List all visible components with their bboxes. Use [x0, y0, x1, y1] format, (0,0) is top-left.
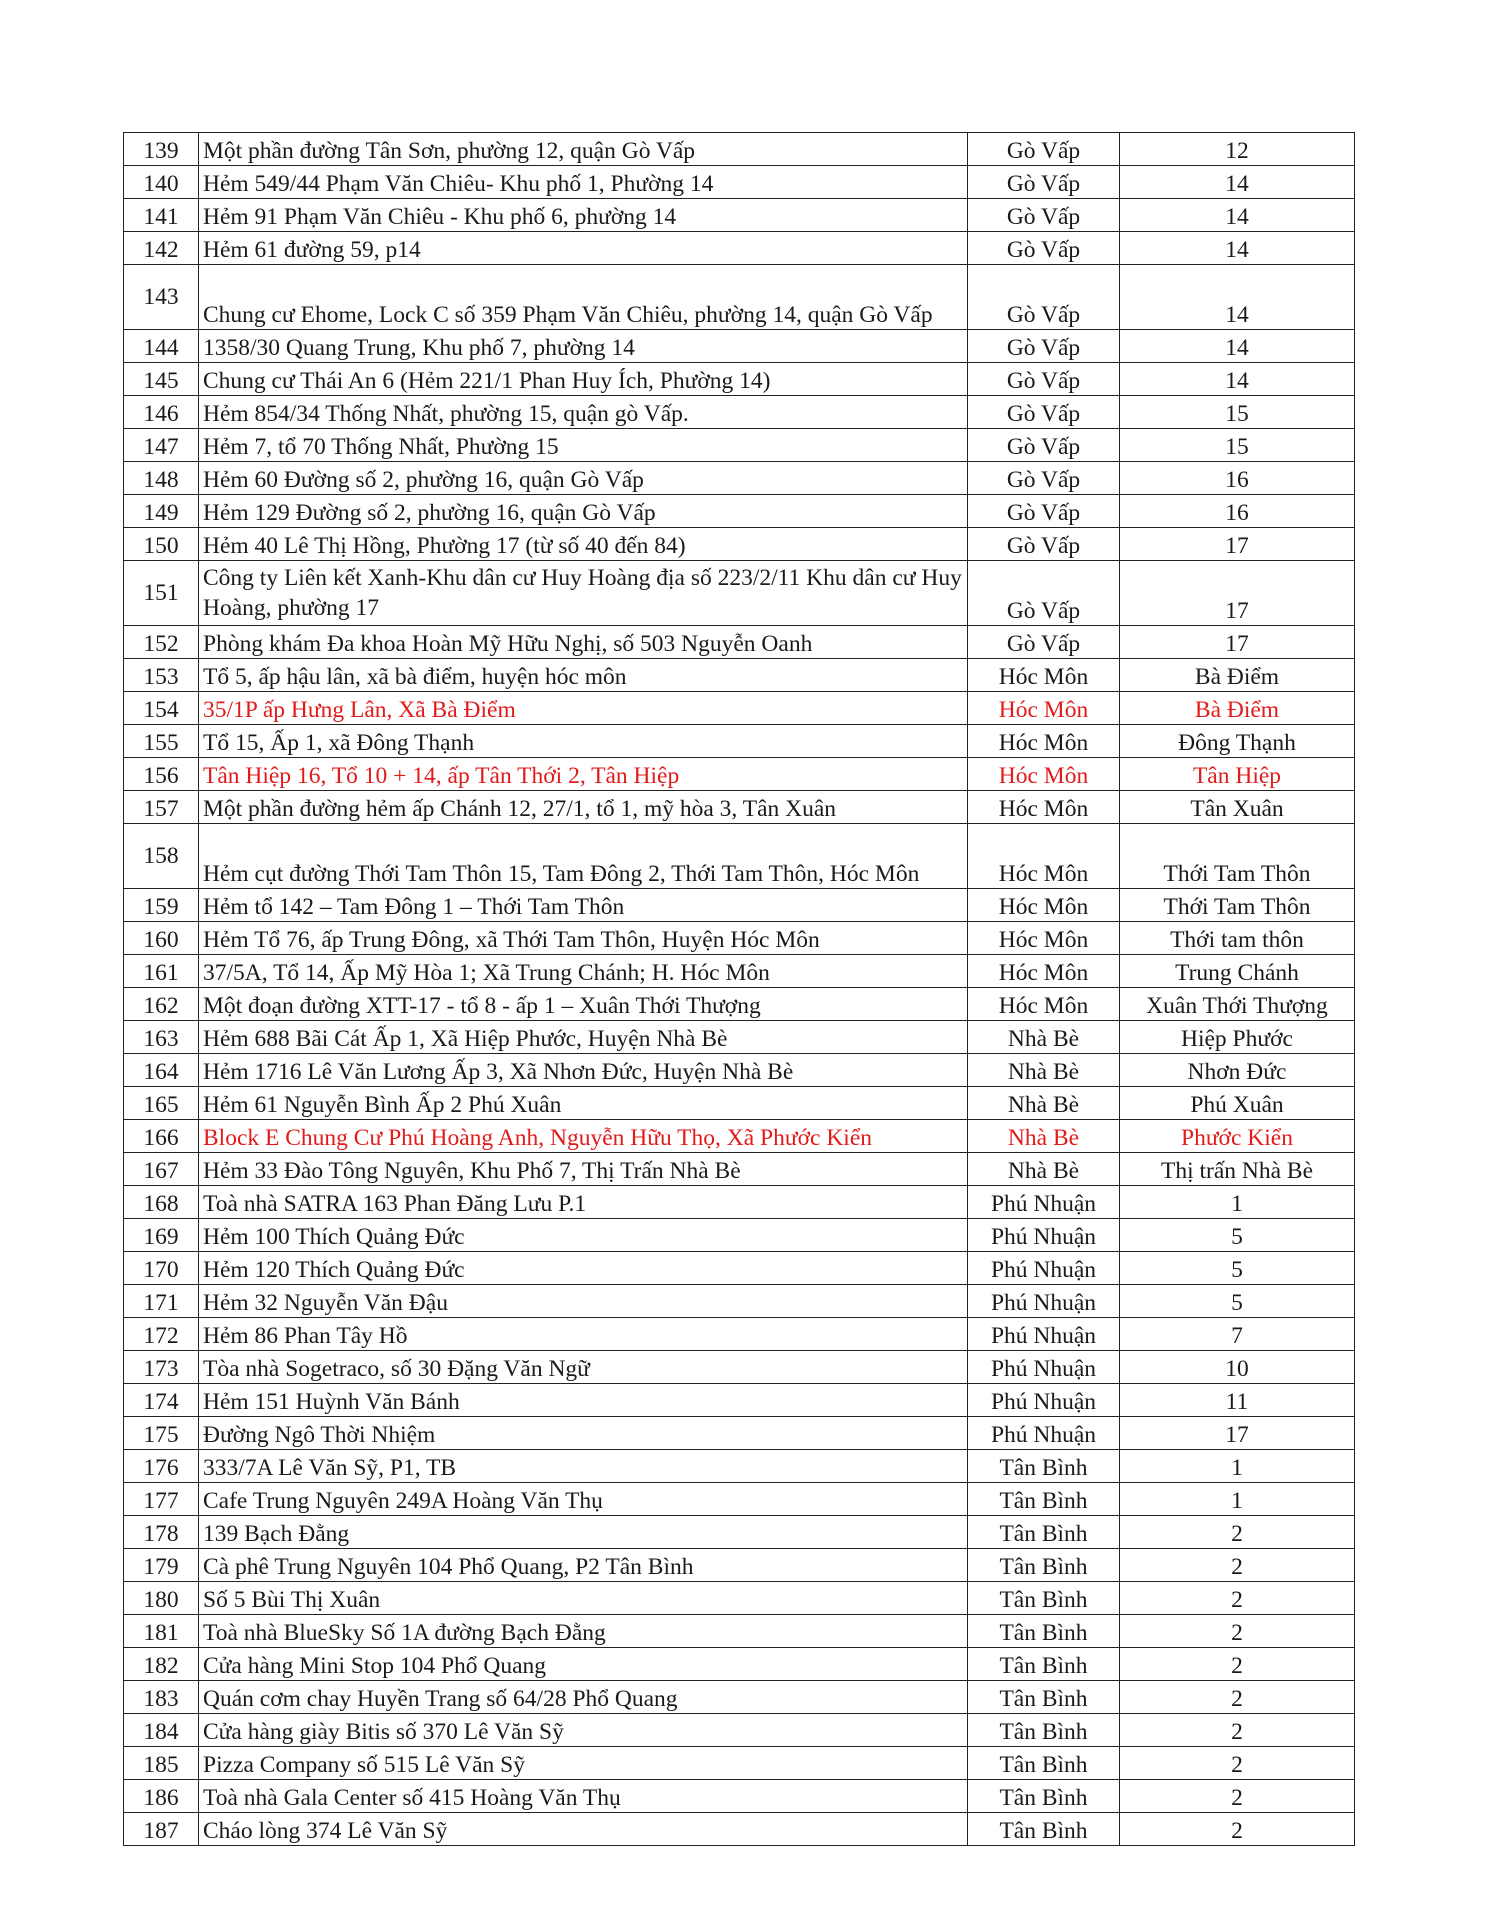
table-row: [124, 1450, 1355, 1483]
ward-cell: 1: [1120, 1186, 1355, 1219]
table-row: [124, 528, 1355, 561]
address-cell: Hẻm 40 Lê Thị Hồng, Phường 17 (từ số 40 đến 84): [199, 528, 968, 561]
ward-cell: 2: [1120, 1582, 1355, 1615]
district-cell: Gò Vấp: [968, 626, 1120, 659]
table-row: [124, 725, 1355, 758]
district-cell: Nhà Bè: [968, 1120, 1120, 1153]
table-row: [124, 1285, 1355, 1318]
district-cell: Tân Bình: [968, 1648, 1120, 1681]
row-number-cell: 150: [124, 528, 199, 561]
ward-cell: 12: [1120, 133, 1355, 166]
address-cell: Hẻm 91 Phạm Văn Chiêu - Khu phố 6, phường 14: [199, 199, 968, 232]
table-row: [124, 922, 1355, 955]
table-row: [124, 462, 1355, 495]
ward-cell: Bà Điểm: [1120, 692, 1355, 725]
row-number-cell: 148: [124, 462, 199, 495]
row-number-cell: 160: [124, 922, 199, 955]
ward-cell: 14: [1120, 232, 1355, 265]
address-cell: 139 Bạch Đằng: [199, 1516, 968, 1549]
address-cell: Hẻm 7, tổ 70 Thống Nhất, Phường 15: [199, 429, 968, 462]
table-row: [124, 758, 1355, 791]
table-row: [124, 330, 1355, 363]
row-number-cell: 153: [124, 659, 199, 692]
row-number-cell: 169: [124, 1219, 199, 1252]
ward-cell: 5: [1120, 1252, 1355, 1285]
row-number-cell: 158: [124, 824, 199, 889]
address-cell: 333/7A Lê Văn Sỹ, P1, TB: [199, 1450, 968, 1483]
row-number-cell: 154: [124, 692, 199, 725]
district-cell: Phú Nhuận: [968, 1219, 1120, 1252]
address-cell: Hẻm 688 Bãi Cát Ấp 1, Xã Hiệp Phước, Huyện Nhà Bè: [199, 1021, 968, 1054]
address-cell: Toà nhà BlueSky Số 1A đường Bạch Đằng: [199, 1615, 968, 1648]
table-row: [124, 659, 1355, 692]
table-row: [124, 1747, 1355, 1780]
table-row: [124, 1483, 1355, 1516]
ward-cell: Đông Thạnh: [1120, 725, 1355, 758]
address-cell: Đường Ngô Thời Nhiệm: [199, 1417, 968, 1450]
ward-cell: 14: [1120, 363, 1355, 396]
table-row: [124, 1780, 1355, 1813]
row-number-cell: 162: [124, 988, 199, 1021]
ward-cell: 17: [1120, 561, 1355, 626]
district-cell: Gò Vấp: [968, 561, 1120, 626]
address-cell: Hẻm 86 Phan Tây Hồ: [199, 1318, 968, 1351]
table-row: [124, 1681, 1355, 1714]
address-cell: Tổ 15, Ấp 1, xã Đông Thạnh: [199, 725, 968, 758]
district-cell: Gò Vấp: [968, 199, 1120, 232]
ward-cell: Tân Xuân: [1120, 791, 1355, 824]
ward-cell: Thới Tam Thôn: [1120, 889, 1355, 922]
table-row: [124, 495, 1355, 528]
ward-cell: Phước Kiển: [1120, 1120, 1355, 1153]
district-cell: Hóc Môn: [968, 659, 1120, 692]
ward-cell: 2: [1120, 1549, 1355, 1582]
row-number-cell: 166: [124, 1120, 199, 1153]
row-number-cell: 143: [124, 265, 199, 330]
row-number-cell: 141: [124, 199, 199, 232]
district-cell: Tân Bình: [968, 1747, 1120, 1780]
address-cell: Hẻm 32 Nguyễn Văn Đậu: [199, 1285, 968, 1318]
ward-cell: Trung Chánh: [1120, 955, 1355, 988]
row-number-cell: 156: [124, 758, 199, 791]
row-number-cell: 152: [124, 626, 199, 659]
table-row: [124, 1516, 1355, 1549]
ward-cell: Phú Xuân: [1120, 1087, 1355, 1120]
address-cell: Hẻm 60 Đường số 2, phường 16, quận Gò Vấp: [199, 462, 968, 495]
row-number-cell: 185: [124, 1747, 199, 1780]
district-cell: Hóc Môn: [968, 824, 1120, 889]
ward-cell: 14: [1120, 166, 1355, 199]
address-cell: Cháo lòng 374 Lê Văn Sỹ: [199, 1813, 968, 1846]
ward-cell: Thới tam thôn: [1120, 922, 1355, 955]
table-row: [124, 1549, 1355, 1582]
address-table: [123, 132, 1355, 1846]
address-cell: 37/5A, Tổ 14, Ấp Mỹ Hòa 1; Xã Trung Chánh; H. Hóc Môn: [199, 955, 968, 988]
district-cell: Tân Bình: [968, 1549, 1120, 1582]
row-number-cell: 170: [124, 1252, 199, 1285]
row-number-cell: 145: [124, 363, 199, 396]
address-cell: Chung cư Ehome, Lock C số 359 Phạm Văn Chiêu, phường 14, quận Gò Vấp: [199, 265, 968, 330]
ward-cell: Nhơn Đức: [1120, 1054, 1355, 1087]
table-row: [124, 1648, 1355, 1681]
ward-cell: 5: [1120, 1219, 1355, 1252]
ward-cell: 15: [1120, 429, 1355, 462]
ward-cell: 2: [1120, 1516, 1355, 1549]
district-cell: Gò Vấp: [968, 232, 1120, 265]
ward-cell: 1: [1120, 1450, 1355, 1483]
ward-cell: 2: [1120, 1615, 1355, 1648]
table-row: [124, 199, 1355, 232]
ward-cell: 17: [1120, 626, 1355, 659]
row-number-cell: 147: [124, 429, 199, 462]
ward-cell: 2: [1120, 1681, 1355, 1714]
address-cell: Hẻm 61 Nguyễn Bình Ấp 2 Phú Xuân: [199, 1087, 968, 1120]
table-row: [124, 429, 1355, 462]
district-cell: Hóc Môn: [968, 791, 1120, 824]
row-number-cell: 172: [124, 1318, 199, 1351]
address-cell: Hẻm 549/44 Phạm Văn Chiêu- Khu phố 1, Phường 14: [199, 166, 968, 199]
row-number-cell: 187: [124, 1813, 199, 1846]
district-cell: Hóc Môn: [968, 758, 1120, 791]
row-number-cell: 181: [124, 1615, 199, 1648]
district-cell: Phú Nhuận: [968, 1252, 1120, 1285]
district-cell: Hóc Môn: [968, 988, 1120, 1021]
table-row: [124, 626, 1355, 659]
row-number-cell: 168: [124, 1186, 199, 1219]
table-row: [124, 889, 1355, 922]
address-cell: Công ty Liên kết Xanh-Khu dân cư Huy Hoàng địa số 223/2/11 Khu dân cư Huy Hoàng, phường 17: [199, 561, 968, 626]
table-row: [124, 692, 1355, 725]
address-cell: Chung cư Thái An 6 (Hẻm 221/1 Phan Huy Ích, Phường 14): [199, 363, 968, 396]
table-row: [124, 791, 1355, 824]
address-cell: 35/1P ấp Hưng Lân, Xã Bà Điểm: [199, 692, 968, 725]
ward-cell: Tân Hiệp: [1120, 758, 1355, 791]
district-cell: Tân Bình: [968, 1516, 1120, 1549]
row-number-cell: 167: [124, 1153, 199, 1186]
table-row: [124, 133, 1355, 166]
address-cell: Hẻm 151 Huỳnh Văn Bánh: [199, 1384, 968, 1417]
table-row: [124, 363, 1355, 396]
district-cell: Phú Nhuận: [968, 1318, 1120, 1351]
address-cell: Hẻm 33 Đào Tông Nguyên, Khu Phố 7, Thị Trấn Nhà Bè: [199, 1153, 968, 1186]
row-number-cell: 178: [124, 1516, 199, 1549]
address-cell: Tân Hiệp 16, Tổ 10 + 14, ấp Tân Thới 2, Tân Hiệp: [199, 758, 968, 791]
district-cell: Tân Bình: [968, 1483, 1120, 1516]
address-cell: Phòng khám Đa khoa Hoàn Mỹ Hữu Nghị, số 503 Nguyễn Oanh: [199, 626, 968, 659]
address-cell: Toà nhà Gala Center số 415 Hoàng Văn Thụ: [199, 1780, 968, 1813]
row-number-cell: 183: [124, 1681, 199, 1714]
district-cell: Gò Vấp: [968, 330, 1120, 363]
district-cell: Phú Nhuận: [968, 1384, 1120, 1417]
ward-cell: Xuân Thới Thượng: [1120, 988, 1355, 1021]
row-number-cell: 140: [124, 166, 199, 199]
district-cell: Nhà Bè: [968, 1021, 1120, 1054]
row-number-cell: 146: [124, 396, 199, 429]
table-row: [124, 955, 1355, 988]
table-row: [124, 988, 1355, 1021]
table-row: [124, 1813, 1355, 1846]
table-row: [124, 1120, 1355, 1153]
ward-cell: 1: [1120, 1483, 1355, 1516]
ward-cell: 16: [1120, 462, 1355, 495]
table-row: [124, 232, 1355, 265]
district-cell: Hóc Môn: [968, 692, 1120, 725]
row-number-cell: 155: [124, 725, 199, 758]
ward-cell: 14: [1120, 265, 1355, 330]
address-cell: Cửa hàng giày Bitis số 370 Lê Văn Sỹ: [199, 1714, 968, 1747]
address-cell: Hẻm tổ 142 – Tam Đông 1 – Thới Tam Thôn: [199, 889, 968, 922]
address-cell: Tổ 5, ấp hậu lân, xã bà điểm, huyện hóc môn: [199, 659, 968, 692]
ward-cell: 11: [1120, 1384, 1355, 1417]
row-number-cell: 161: [124, 955, 199, 988]
district-cell: Gò Vấp: [968, 429, 1120, 462]
address-cell: Cafe Trung Nguyên 249A Hoàng Văn Thụ: [199, 1483, 968, 1516]
row-number-cell: 151: [124, 561, 199, 626]
district-cell: Phú Nhuận: [968, 1186, 1120, 1219]
table-row: [124, 1186, 1355, 1219]
address-cell: Hẻm 129 Đường số 2, phường 16, quận Gò Vấp: [199, 495, 968, 528]
ward-cell: 14: [1120, 199, 1355, 232]
address-cell: Quán cơm chay Huyền Trang số 64/28 Phổ Quang: [199, 1681, 968, 1714]
ward-cell: Thị trấn Nhà Bè: [1120, 1153, 1355, 1186]
table-row: [124, 1252, 1355, 1285]
district-cell: Tân Bình: [968, 1582, 1120, 1615]
address-cell: Cà phê Trung Nguyên 104 Phổ Quang, P2 Tân Bình: [199, 1549, 968, 1582]
district-cell: Hóc Môn: [968, 725, 1120, 758]
ward-cell: Thới Tam Thôn: [1120, 824, 1355, 889]
row-number-cell: 173: [124, 1351, 199, 1384]
ward-cell: 2: [1120, 1648, 1355, 1681]
address-cell: Pizza Company số 515 Lê Văn Sỹ: [199, 1747, 968, 1780]
district-cell: Tân Bình: [968, 1813, 1120, 1846]
row-number-cell: 142: [124, 232, 199, 265]
district-cell: Phú Nhuận: [968, 1285, 1120, 1318]
district-cell: Tân Bình: [968, 1714, 1120, 1747]
address-cell: Block E Chung Cư Phú Hoàng Anh, Nguyễn Hữu Thọ, Xã Phước Kiển: [199, 1120, 968, 1153]
row-number-cell: 184: [124, 1714, 199, 1747]
row-number-cell: 179: [124, 1549, 199, 1582]
address-cell: Hẻm 854/34 Thống Nhất, phường 15, quận gò Vấp.: [199, 396, 968, 429]
district-cell: Nhà Bè: [968, 1153, 1120, 1186]
address-cell: 1358/30 Quang Trung, Khu phố 7, phường 14: [199, 330, 968, 363]
address-cell: Hẻm cụt đường Thới Tam Thôn 15, Tam Đông 2, Thới Tam Thôn, Hóc Môn: [199, 824, 968, 889]
ward-cell: 15: [1120, 396, 1355, 429]
table-row: [124, 824, 1355, 889]
row-number-cell: 175: [124, 1417, 199, 1450]
ward-cell: 10: [1120, 1351, 1355, 1384]
district-cell: Phú Nhuận: [968, 1351, 1120, 1384]
table-row: [124, 1351, 1355, 1384]
table-row: [124, 396, 1355, 429]
address-cell: Hẻm 1716 Lê Văn Lương Ấp 3, Xã Nhơn Đức, Huyện Nhà Bè: [199, 1054, 968, 1087]
address-cell: Cửa hàng Mini Stop 104 Phổ Quang: [199, 1648, 968, 1681]
district-cell: Gò Vấp: [968, 363, 1120, 396]
row-number-cell: 176: [124, 1450, 199, 1483]
district-cell: Gò Vấp: [968, 462, 1120, 495]
row-number-cell: 157: [124, 791, 199, 824]
table-row: [124, 1153, 1355, 1186]
row-number-cell: 165: [124, 1087, 199, 1120]
address-cell: Một phần đường Tân Sơn, phường 12, quận Gò Vấp: [199, 133, 968, 166]
row-number-cell: 144: [124, 330, 199, 363]
table-row: [124, 1054, 1355, 1087]
table-row: [124, 166, 1355, 199]
ward-cell: 2: [1120, 1747, 1355, 1780]
row-number-cell: 149: [124, 495, 199, 528]
district-cell: Gò Vấp: [968, 133, 1120, 166]
row-number-cell: 180: [124, 1582, 199, 1615]
row-number-cell: 177: [124, 1483, 199, 1516]
ward-cell: 2: [1120, 1813, 1355, 1846]
district-cell: Gò Vấp: [968, 265, 1120, 330]
district-cell: Hóc Môn: [968, 955, 1120, 988]
table-row: [124, 1615, 1355, 1648]
district-cell: Tân Bình: [968, 1681, 1120, 1714]
district-cell: Gò Vấp: [968, 396, 1120, 429]
ward-cell: 2: [1120, 1780, 1355, 1813]
district-cell: Tân Bình: [968, 1615, 1120, 1648]
row-number-cell: 182: [124, 1648, 199, 1681]
address-cell: Hẻm 100 Thích Quảng Đức: [199, 1219, 968, 1252]
table-row: [124, 1021, 1355, 1054]
district-cell: Gò Vấp: [968, 166, 1120, 199]
table-row: [124, 1417, 1355, 1450]
table-row: [124, 561, 1355, 626]
district-cell: Gò Vấp: [968, 528, 1120, 561]
address-cell: Số 5 Bùi Thị Xuân: [199, 1582, 968, 1615]
ward-cell: 16: [1120, 495, 1355, 528]
ward-cell: 5: [1120, 1285, 1355, 1318]
address-cell: Hẻm Tổ 76, ấp Trung Đông, xã Thới Tam Thôn, Huyện Hóc Môn: [199, 922, 968, 955]
table-row: [124, 1087, 1355, 1120]
district-cell: Nhà Bè: [968, 1087, 1120, 1120]
address-cell: Hẻm 120 Thích Quảng Đức: [199, 1252, 968, 1285]
ward-cell: 2: [1120, 1714, 1355, 1747]
row-number-cell: 159: [124, 889, 199, 922]
ward-cell: 7: [1120, 1318, 1355, 1351]
table-row: [124, 1318, 1355, 1351]
row-number-cell: 186: [124, 1780, 199, 1813]
table-row: [124, 1219, 1355, 1252]
district-cell: Hóc Môn: [968, 922, 1120, 955]
address-cell: Hẻm 61 đường 59, p14: [199, 232, 968, 265]
district-cell: Gò Vấp: [968, 495, 1120, 528]
table-row: [124, 1384, 1355, 1417]
district-cell: Tân Bình: [968, 1450, 1120, 1483]
row-number-cell: 174: [124, 1384, 199, 1417]
district-cell: Hóc Môn: [968, 889, 1120, 922]
row-number-cell: 139: [124, 133, 199, 166]
district-cell: Tân Bình: [968, 1780, 1120, 1813]
table-row: [124, 1582, 1355, 1615]
district-cell: Nhà Bè: [968, 1054, 1120, 1087]
ward-cell: 17: [1120, 528, 1355, 561]
ward-cell: Bà Điểm: [1120, 659, 1355, 692]
ward-cell: Hiệp Phước: [1120, 1021, 1355, 1054]
district-cell: Phú Nhuận: [968, 1417, 1120, 1450]
table-body: [124, 133, 1355, 1846]
row-number-cell: 171: [124, 1285, 199, 1318]
ward-cell: 17: [1120, 1417, 1355, 1450]
address-cell: Một phần đường hẻm ấp Chánh 12, 27/1, tổ 1, mỹ hòa 3, Tân Xuân: [199, 791, 968, 824]
table-row: [124, 265, 1355, 330]
row-number-cell: 163: [124, 1021, 199, 1054]
row-number-cell: 164: [124, 1054, 199, 1087]
address-cell: Toà nhà SATRA 163 Phan Đăng Lưu P.1: [199, 1186, 968, 1219]
address-cell: Một đoạn đường XTT-17 - tổ 8 - ấp 1 – Xuân Thới Thượng: [199, 988, 968, 1021]
address-cell: Tòa nhà Sogetraco, số 30 Đặng Văn Ngữ: [199, 1351, 968, 1384]
table-row: [124, 1714, 1355, 1747]
ward-cell: 14: [1120, 330, 1355, 363]
